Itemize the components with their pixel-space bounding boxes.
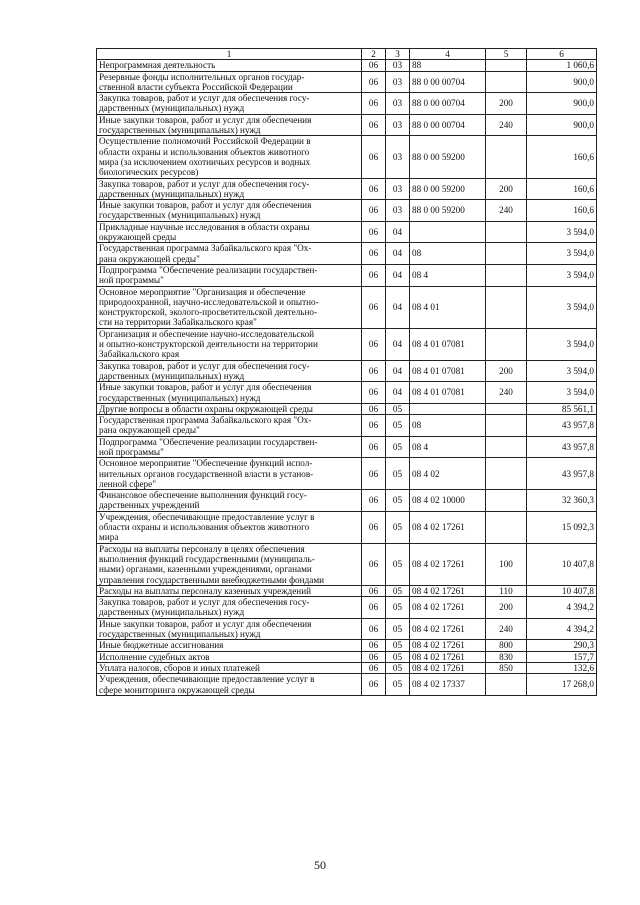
row-subsection-code: 03 bbox=[386, 178, 410, 200]
table-row bbox=[97, 662, 597, 673]
row-name: Исполнение судебных актов bbox=[97, 651, 362, 662]
table-header-row bbox=[97, 49, 597, 60]
row-name: Основное мероприятие "Обеспечение функций испол- нительных органов государственной власти в установ- ленной сфере" bbox=[97, 458, 362, 490]
row-subsection-code: 04 bbox=[386, 286, 410, 328]
row-amount: 10 407,8 bbox=[527, 543, 597, 585]
row-target-article: 08 4 02 17261 bbox=[410, 543, 486, 585]
row-amount: 4 394,2 bbox=[527, 597, 597, 619]
table-row bbox=[97, 200, 597, 222]
row-subsection-code: 05 bbox=[386, 490, 410, 512]
row-name: Резервные фонды исполнительных органов государ- ственной власти субъекта Российской Федерации bbox=[97, 71, 362, 93]
row-target-article: 08 4 02 17261 bbox=[410, 585, 486, 596]
row-expense-type: 200 bbox=[486, 360, 527, 382]
row-section-code: 06 bbox=[362, 93, 386, 115]
row-name: Подпрограмма "Обеспечение реализации государствен- ной программы" bbox=[97, 436, 362, 458]
column-header-4: 4 bbox=[410, 49, 486, 60]
table-row bbox=[97, 436, 597, 458]
table-row bbox=[97, 585, 597, 596]
row-amount: 3 594,0 bbox=[527, 243, 597, 265]
row-target-article: 08 4 01 07081 bbox=[410, 328, 486, 360]
row-section-code: 06 bbox=[362, 286, 386, 328]
row-expense-type bbox=[486, 490, 527, 512]
table-row bbox=[97, 618, 597, 640]
row-target-article: 88 0 00 00704 bbox=[410, 114, 486, 136]
row-name: Иные закупки товаров, работ и услуг для обеспечения государственных (муниципальных) нужд bbox=[97, 200, 362, 222]
row-section-code: 06 bbox=[362, 136, 386, 178]
row-name: Расходы на выплаты персоналу в целях обеспечения выполнения функций государственными (муниципаль- ными) органами, казенными учреждениями, органами управления государственными внебюджетными фондами bbox=[97, 543, 362, 585]
row-section-code: 06 bbox=[362, 651, 386, 662]
row-subsection-code: 03 bbox=[386, 71, 410, 93]
row-name: Иные бюджетные ассигнования bbox=[97, 640, 362, 651]
table-row bbox=[97, 243, 597, 265]
column-header-1: 1 bbox=[97, 49, 362, 60]
row-section-code: 06 bbox=[362, 585, 386, 596]
row-target-article: 08 4 02 17261 bbox=[410, 662, 486, 673]
row-section-code: 06 bbox=[362, 60, 386, 71]
row-expense-type bbox=[486, 264, 527, 286]
row-amount: 4 394,2 bbox=[527, 618, 597, 640]
row-amount: 3 594,0 bbox=[527, 328, 597, 360]
table-row bbox=[97, 403, 597, 414]
row-name: Учреждения, обеспечивающие предоставление услуг в области охраны и использования объектов животного мира bbox=[97, 511, 362, 543]
row-subsection-code: 05 bbox=[386, 511, 410, 543]
row-name: Осуществление полномочий Российской Федерации в области охраны и использования объектов животного мира (за исключением охотничьих ресурсов и водных биологических ресурсов) bbox=[97, 136, 362, 178]
page-number: 50 bbox=[314, 858, 326, 872]
table-row bbox=[97, 328, 597, 360]
row-amount: 3 594,0 bbox=[527, 264, 597, 286]
table-row bbox=[97, 415, 597, 437]
row-section-code: 06 bbox=[362, 221, 386, 243]
row-subsection-code: 05 bbox=[386, 618, 410, 640]
row-expense-type bbox=[486, 60, 527, 71]
row-subsection-code: 05 bbox=[386, 585, 410, 596]
row-target-article: 08 bbox=[410, 243, 486, 265]
row-section-code: 06 bbox=[362, 415, 386, 437]
row-expense-type bbox=[486, 458, 527, 490]
row-section-code: 06 bbox=[362, 71, 386, 93]
row-expense-type: 800 bbox=[486, 640, 527, 651]
row-subsection-code: 04 bbox=[386, 382, 410, 404]
table-row bbox=[97, 264, 597, 286]
row-name: Уплата налогов, сборов и иных платежей bbox=[97, 662, 362, 673]
table-row bbox=[97, 511, 597, 543]
row-section-code: 06 bbox=[362, 458, 386, 490]
row-name: Закупка товаров, работ и услуг для обеспечения госу- дарственных (муниципальных) нужд bbox=[97, 93, 362, 115]
row-subsection-code: 05 bbox=[386, 436, 410, 458]
row-subsection-code: 05 bbox=[386, 597, 410, 619]
row-expense-type: 240 bbox=[486, 618, 527, 640]
row-amount: 15 092,3 bbox=[527, 511, 597, 543]
row-amount: 43 957,8 bbox=[527, 436, 597, 458]
row-expense-type bbox=[486, 436, 527, 458]
row-name: Закупка товаров, работ и услуг для обеспечения госу- дарственных (муниципальных) нужд bbox=[97, 360, 362, 382]
row-amount: 160,6 bbox=[527, 200, 597, 222]
row-expense-type: 240 bbox=[486, 114, 527, 136]
row-expense-type: 830 bbox=[486, 651, 527, 662]
row-amount: 3 594,0 bbox=[527, 360, 597, 382]
row-section-code: 06 bbox=[362, 114, 386, 136]
row-amount: 290,3 bbox=[527, 640, 597, 651]
row-target-article bbox=[410, 403, 486, 414]
row-expense-type: 200 bbox=[486, 178, 527, 200]
row-name: Государственная программа Забайкальского края "Ох- рана окружающей среды" bbox=[97, 243, 362, 265]
row-name: Учреждения, обеспечивающие предоставление услуг в сфере мониторинга окружающей среды bbox=[97, 674, 362, 696]
row-amount: 900,0 bbox=[527, 114, 597, 136]
row-subsection-code: 03 bbox=[386, 136, 410, 178]
row-section-code: 06 bbox=[362, 511, 386, 543]
row-target-article: 08 4 01 07081 bbox=[410, 382, 486, 404]
row-name: Закупка товаров, работ и услуг для обеспечения госу- дарственных (муниципальных) нужд bbox=[97, 178, 362, 200]
table-row bbox=[97, 360, 597, 382]
row-name: Расходы на выплаты персоналу казенных учреждений bbox=[97, 585, 362, 596]
column-header-6: 6 bbox=[527, 49, 597, 60]
row-expense-type: 240 bbox=[486, 382, 527, 404]
row-expense-type bbox=[486, 71, 527, 93]
row-section-code: 06 bbox=[362, 543, 386, 585]
row-expense-type bbox=[486, 136, 527, 178]
budget-table-container bbox=[96, 48, 597, 696]
row-name: Финансовое обеспечение выполнения функций госу- дарственных учреждений bbox=[97, 490, 362, 512]
row-amount: 160,6 bbox=[527, 136, 597, 178]
row-expense-type bbox=[486, 403, 527, 414]
row-expense-type bbox=[486, 286, 527, 328]
row-target-article: 88 0 00 00704 bbox=[410, 93, 486, 115]
row-target-article: 88 0 00 00704 bbox=[410, 71, 486, 93]
row-subsection-code: 04 bbox=[386, 328, 410, 360]
row-target-article: 88 0 00 59200 bbox=[410, 200, 486, 222]
row-expense-type: 240 bbox=[486, 200, 527, 222]
row-expense-type bbox=[486, 415, 527, 437]
row-target-article: 08 4 02 17261 bbox=[410, 618, 486, 640]
row-target-article: 88 bbox=[410, 60, 486, 71]
row-expense-type: 200 bbox=[486, 597, 527, 619]
row-amount: 1 060,6 bbox=[527, 60, 597, 71]
row-subsection-code: 05 bbox=[386, 674, 410, 696]
table-row bbox=[97, 286, 597, 328]
row-section-code: 06 bbox=[362, 328, 386, 360]
row-name: Непрограммная деятельность bbox=[97, 60, 362, 71]
row-expense-type: 100 bbox=[486, 543, 527, 585]
column-header-5: 5 bbox=[486, 49, 527, 60]
row-subsection-code: 04 bbox=[386, 221, 410, 243]
row-amount: 10 407,8 bbox=[527, 585, 597, 596]
row-name: Иные закупки товаров, работ и услуг для обеспечения государственных (муниципальных) нужд bbox=[97, 114, 362, 136]
row-target-article: 08 4 bbox=[410, 264, 486, 286]
row-target-article: 08 4 02 17261 bbox=[410, 511, 486, 543]
row-section-code: 06 bbox=[362, 436, 386, 458]
row-section-code: 06 bbox=[362, 640, 386, 651]
row-expense-type bbox=[486, 328, 527, 360]
row-expense-type: 200 bbox=[486, 93, 527, 115]
table-row bbox=[97, 651, 597, 662]
table-row bbox=[97, 382, 597, 404]
row-target-article: 08 4 02 10000 bbox=[410, 490, 486, 512]
row-target-article bbox=[410, 221, 486, 243]
row-subsection-code: 05 bbox=[386, 640, 410, 651]
row-subsection-code: 05 bbox=[386, 415, 410, 437]
row-amount: 43 957,8 bbox=[527, 458, 597, 490]
row-subsection-code: 04 bbox=[386, 264, 410, 286]
row-name: Иные закупки товаров, работ и услуг для обеспечения государственных (муниципальных) нужд bbox=[97, 382, 362, 404]
row-section-code: 06 bbox=[362, 360, 386, 382]
table-row bbox=[97, 60, 597, 71]
row-target-article: 88 0 00 59200 bbox=[410, 136, 486, 178]
row-expense-type bbox=[486, 243, 527, 265]
table-row bbox=[97, 71, 597, 93]
table-row bbox=[97, 543, 597, 585]
table-row bbox=[97, 178, 597, 200]
row-amount: 160,6 bbox=[527, 178, 597, 200]
row-amount: 900,0 bbox=[527, 71, 597, 93]
row-name: Основное мероприятие "Организация и обеспечение природоохранной, научно-исследовательской и опытно- конструкторской, эколого-просветительской деятельно- сти на территории Забайкальского края" bbox=[97, 286, 362, 328]
row-name: Иные закупки товаров, работ и услуг для обеспечения государственных (муниципальных) нужд bbox=[97, 618, 362, 640]
column-header-2: 2 bbox=[362, 49, 386, 60]
row-subsection-code: 05 bbox=[386, 458, 410, 490]
row-amount: 17 268,0 bbox=[527, 674, 597, 696]
row-amount: 157,7 bbox=[527, 651, 597, 662]
row-amount: 3 594,0 bbox=[527, 382, 597, 404]
row-amount: 3 594,0 bbox=[527, 221, 597, 243]
budget-table bbox=[96, 48, 597, 696]
row-name: Другие вопросы в области охраны окружающей среды bbox=[97, 403, 362, 414]
row-name: Закупка товаров, работ и услуг для обеспечения госу- дарственных (муниципальных) нужд bbox=[97, 597, 362, 619]
table-row bbox=[97, 458, 597, 490]
row-target-article: 08 4 02 17261 bbox=[410, 640, 486, 651]
row-section-code: 06 bbox=[362, 382, 386, 404]
row-expense-type bbox=[486, 674, 527, 696]
row-expense-type: 110 bbox=[486, 585, 527, 596]
row-section-code: 06 bbox=[362, 674, 386, 696]
row-subsection-code: 04 bbox=[386, 360, 410, 382]
row-target-article: 08 4 02 bbox=[410, 458, 486, 490]
row-subsection-code: 03 bbox=[386, 114, 410, 136]
row-expense-type: 850 bbox=[486, 662, 527, 673]
budget-table-body bbox=[97, 49, 597, 696]
row-subsection-code: 03 bbox=[386, 93, 410, 115]
row-section-code: 06 bbox=[362, 264, 386, 286]
row-expense-type bbox=[486, 511, 527, 543]
row-target-article: 88 0 00 59200 bbox=[410, 178, 486, 200]
row-name: Организация и обеспечение научно-исследовательской и опытно-конструкторской деятельности на территории Забайкальского края bbox=[97, 328, 362, 360]
table-row bbox=[97, 114, 597, 136]
row-section-code: 06 bbox=[362, 662, 386, 673]
row-subsection-code: 05 bbox=[386, 662, 410, 673]
row-amount: 43 957,8 bbox=[527, 415, 597, 437]
row-target-article: 08 4 bbox=[410, 436, 486, 458]
row-section-code: 06 bbox=[362, 243, 386, 265]
row-section-code: 06 bbox=[362, 200, 386, 222]
table-row bbox=[97, 640, 597, 651]
row-subsection-code: 04 bbox=[386, 243, 410, 265]
row-target-article: 08 4 01 bbox=[410, 286, 486, 328]
row-target-article: 08 bbox=[410, 415, 486, 437]
row-target-article: 08 4 02 17337 bbox=[410, 674, 486, 696]
row-section-code: 06 bbox=[362, 618, 386, 640]
row-target-article: 08 4 01 07081 bbox=[410, 360, 486, 382]
row-subsection-code: 03 bbox=[386, 200, 410, 222]
row-amount: 3 594,0 bbox=[527, 286, 597, 328]
table-row bbox=[97, 490, 597, 512]
row-amount: 85 561,1 bbox=[527, 403, 597, 414]
row-subsection-code: 05 bbox=[386, 403, 410, 414]
row-subsection-code: 03 bbox=[386, 60, 410, 71]
table-row bbox=[97, 136, 597, 178]
table-row bbox=[97, 597, 597, 619]
row-name: Подпрограмма "Обеспечение реализации государствен- ной программы" bbox=[97, 264, 362, 286]
row-section-code: 06 bbox=[362, 490, 386, 512]
row-target-article: 08 4 02 17261 bbox=[410, 651, 486, 662]
row-amount: 32 360,3 bbox=[527, 490, 597, 512]
row-amount: 132,6 bbox=[527, 662, 597, 673]
row-name: Прикладные научные исследования в области охраны окружающей среды bbox=[97, 221, 362, 243]
row-expense-type bbox=[486, 221, 527, 243]
row-section-code: 06 bbox=[362, 597, 386, 619]
table-row bbox=[97, 93, 597, 115]
row-name: Государственная программа Забайкальского края "Ох- рана окружающей среды" bbox=[97, 415, 362, 437]
row-target-article: 08 4 02 17261 bbox=[410, 597, 486, 619]
row-section-code: 06 bbox=[362, 178, 386, 200]
column-header-3: 3 bbox=[386, 49, 410, 60]
row-section-code: 06 bbox=[362, 403, 386, 414]
table-row bbox=[97, 221, 597, 243]
row-subsection-code: 05 bbox=[386, 543, 410, 585]
table-row bbox=[97, 674, 597, 696]
row-subsection-code: 05 bbox=[386, 651, 410, 662]
row-amount: 900,0 bbox=[527, 93, 597, 115]
